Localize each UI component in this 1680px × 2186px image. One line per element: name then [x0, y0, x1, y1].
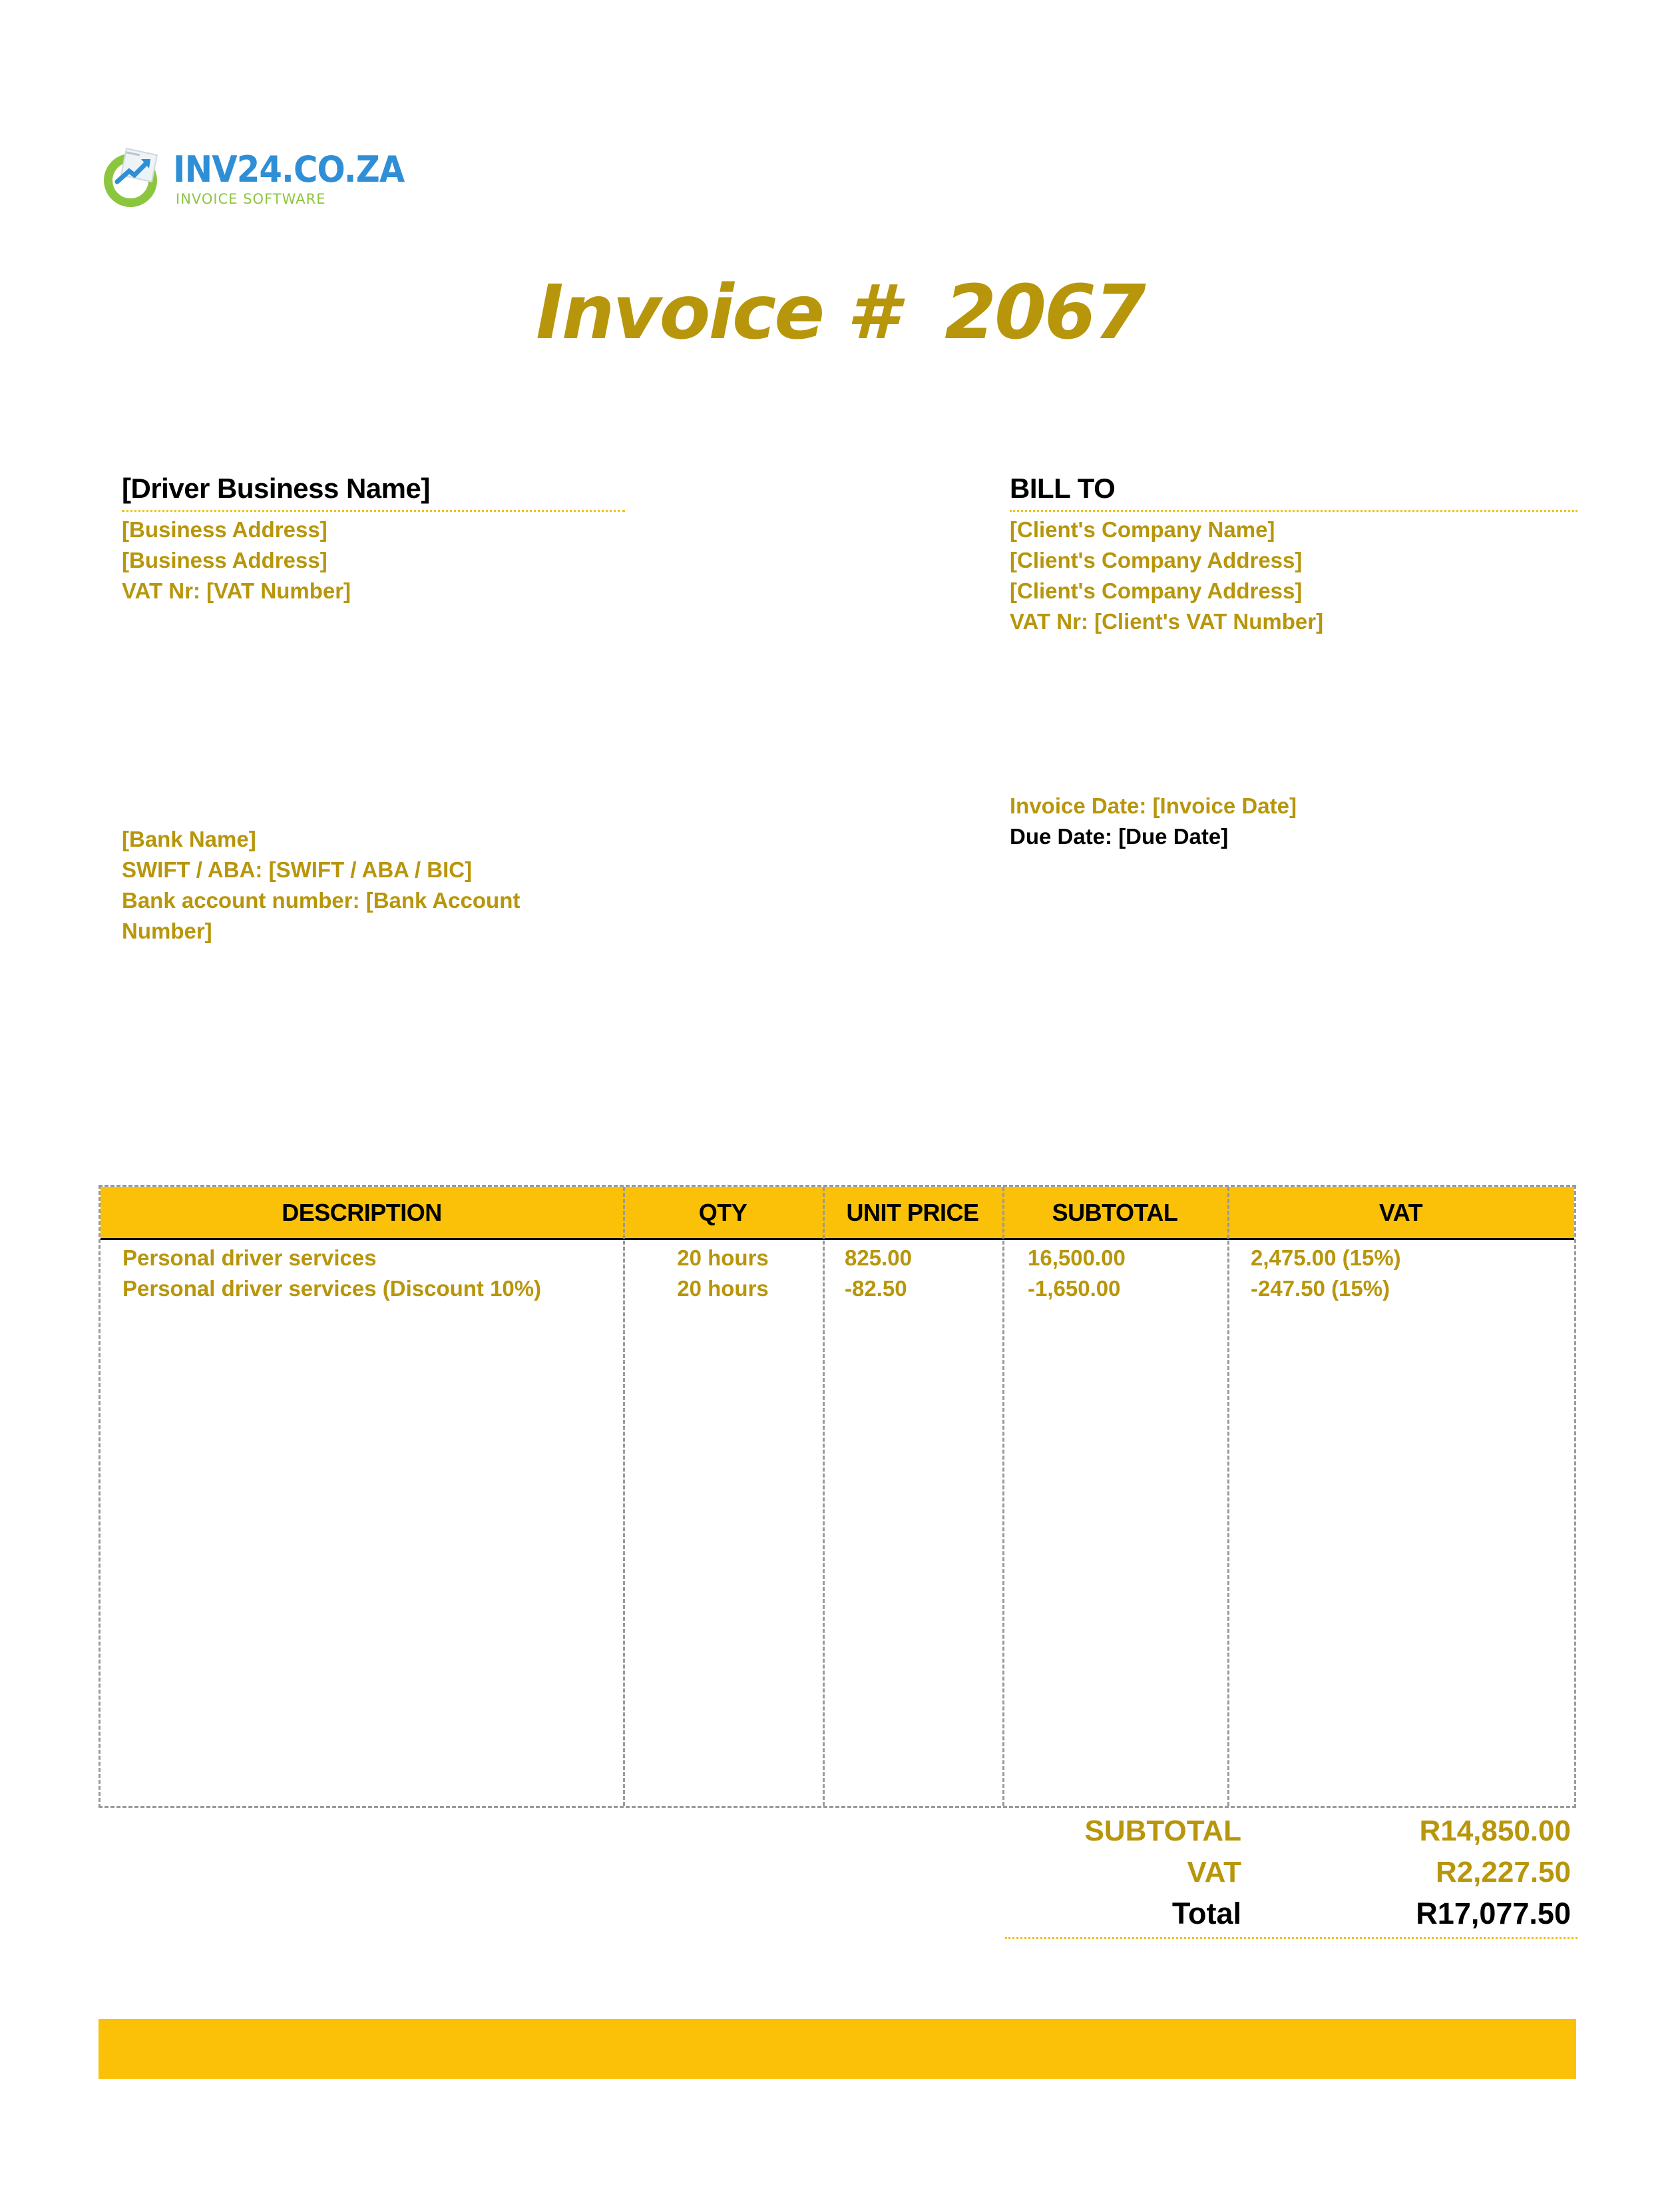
bill-to-divider — [1010, 510, 1577, 512]
company-logo — [100, 136, 405, 213]
grand-total-row — [1005, 1893, 1577, 1934]
total-label: Total — [1171, 1896, 1241, 1930]
row-description: Personal driver services (Discount 10%) — [122, 1276, 542, 1301]
seller-name: [Driver Business Name] — [122, 473, 430, 504]
invoice-date: Invoice Date: [Invoice Date] — [1010, 793, 1297, 818]
row-vat: -247.50 (15%) — [1251, 1276, 1390, 1301]
due-date: Due Date: [Due Date] — [1010, 824, 1229, 849]
row-description: Personal driver services — [122, 1245, 377, 1270]
subtotal-row — [1005, 1811, 1577, 1852]
bank-details — [122, 824, 588, 947]
invoice-title: Invoice # 2067 — [536, 270, 1144, 356]
seller-address-2: [Business Address] — [122, 548, 327, 572]
bank-name: [Bank Name] — [122, 827, 256, 851]
client-vat: VAT Nr: [Client's VAT Number] — [1010, 609, 1324, 634]
invoice-growth-arrow-icon — [100, 143, 166, 210]
client-company-name: [Client's Company Name] — [1010, 517, 1275, 542]
subtotal-value: R14,850.00 — [1419, 1815, 1571, 1847]
footer-bar — [99, 2019, 1576, 2079]
table-row — [101, 1243, 1574, 1273]
vat-row — [1005, 1852, 1577, 1893]
table-row — [101, 1273, 1574, 1304]
row-subtotal: -1,650.00 — [1028, 1276, 1121, 1301]
bill-to-block — [1010, 471, 1577, 637]
row-unit-price: 825.00 — [845, 1245, 912, 1270]
row-qty: 20 hours — [677, 1245, 769, 1270]
client-address-2: [Client's Company Address] — [1010, 578, 1303, 603]
client-address-1: [Client's Company Address] — [1010, 548, 1303, 572]
table-header — [101, 1187, 1574, 1240]
logo-name: INV24.CO.ZA — [173, 148, 405, 190]
row-unit-price: -82.50 — [845, 1276, 907, 1301]
seller-divider — [122, 510, 625, 512]
totals-divider — [1005, 1937, 1577, 1939]
header-subtotal: SUBTOTAL — [1052, 1199, 1178, 1226]
row-vat: 2,475.00 (15%) — [1251, 1245, 1401, 1270]
totals-block — [1005, 1811, 1577, 1939]
invoice-dates — [1010, 791, 1542, 852]
logo-tagline: INVOICE SOFTWARE — [176, 191, 326, 207]
line-items-table — [99, 1185, 1576, 1808]
row-qty: 20 hours — [677, 1276, 769, 1301]
header-vat: VAT — [1378, 1199, 1423, 1226]
header-unit-price: UNIT PRICE — [846, 1199, 979, 1226]
seller-address-1: [Business Address] — [122, 517, 327, 542]
total-value: R17,077.50 — [1416, 1896, 1571, 1930]
bank-account-2: Number] — [122, 919, 212, 943]
header-description: DESCRIPTION — [282, 1199, 442, 1226]
seller-vat: VAT Nr: [VAT Number] — [122, 578, 351, 603]
vat-total-value: R2,227.50 — [1435, 1856, 1571, 1888]
bill-to-heading: BILL TO — [1010, 473, 1116, 504]
bank-account-1: Bank account number: [Bank Account — [122, 888, 521, 913]
subtotal-label: SUBTOTAL — [1084, 1815, 1241, 1847]
row-subtotal: 16,500.00 — [1028, 1245, 1126, 1270]
header-qty: QTY — [698, 1199, 747, 1226]
bank-swift: SWIFT / ABA: [SWIFT / ABA / BIC] — [122, 857, 473, 882]
vat-total-label: VAT — [1187, 1856, 1241, 1888]
seller-block — [122, 471, 625, 606]
